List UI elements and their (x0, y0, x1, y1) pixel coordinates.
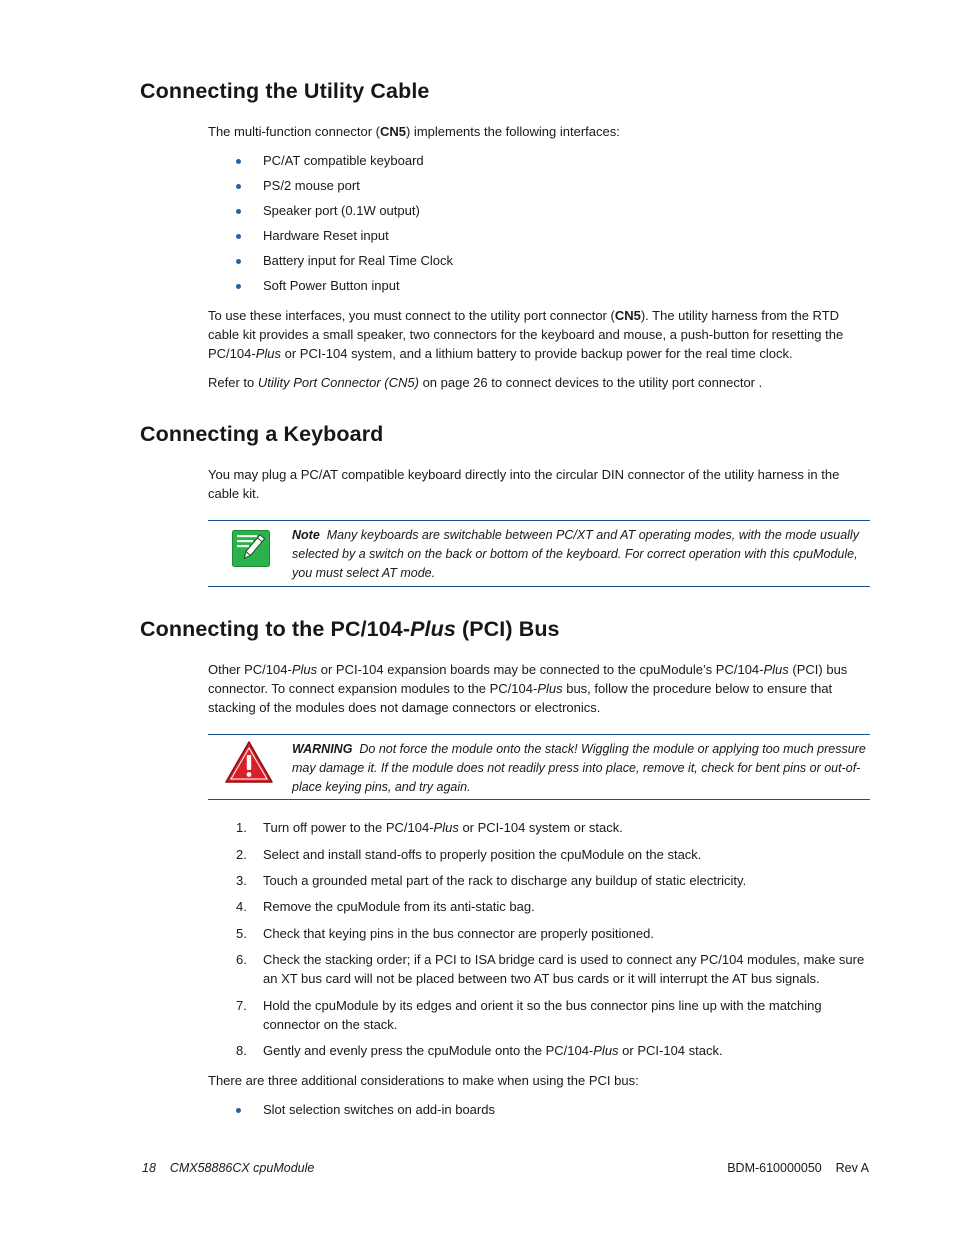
keyboard-para: You may plug a PC/AT compatible keyboard directly into the circular DIN connector of the utility harness in the cable kit. (208, 467, 840, 501)
step-number: 7. (236, 998, 247, 1013)
step-number: 2. (236, 847, 247, 862)
cross-reference-link[interactable]: Utility Port Connector (CN5) (257, 375, 419, 390)
utility-intro (208, 122, 870, 141)
warning-body: Do not force the module onto the stack! Wiggling the module or applying too much pressure may damage it. If the module does not readily press into place, remove it, check for bent pins or out-of-place keying pins, and try again. (292, 742, 866, 794)
bullet-icon (236, 1108, 241, 1113)
pencil-note-icon (232, 530, 270, 567)
bullet-icon (236, 284, 241, 289)
list-item (208, 925, 870, 944)
text-run: bus, follow the procedure below to ensure that stacking of the modules does not damage connectors or electronics. (208, 681, 833, 715)
list-item-text: Speaker port (0.1W output) (263, 203, 420, 218)
step-text: Select and install stand-offs to properly position the cpuModule on the stack. (263, 847, 702, 862)
bus-closing: There are three additional considerations to make when using the PCI bus: (208, 1073, 639, 1088)
step-number: 1. (236, 820, 247, 835)
bullet-icon (236, 184, 241, 189)
text-run: (PCI) bus connector. To connect expansion modules to the PC/104- (208, 662, 848, 696)
list-item-text: Hardware Reset input (263, 228, 389, 243)
list-item (208, 227, 453, 252)
warning-text (292, 740, 866, 796)
heading-utility-cable: Connecting the Utility Cable (140, 79, 430, 103)
list-item (208, 951, 870, 988)
text-run-italic: Plus (291, 662, 318, 677)
heading-keyboard: Connecting a Keyboard (140, 422, 384, 446)
page-number: 18 (142, 1161, 156, 1175)
note-body: Many keyboards are switchable between PC/XT and AT operating modes, with the mode usually selected by a switch on the back or bottom of the keyboard. For correct operation with this cpuModule, you must select AT mode. (292, 528, 859, 580)
list-item-text: Battery input for Real Time Clock (263, 253, 454, 268)
utility-intro-pre: The multi-function connector ( (208, 124, 380, 139)
list-item (208, 819, 870, 838)
note-callout (208, 520, 870, 587)
step-number: 8. (236, 1043, 247, 1058)
step-text: or PCI-104 stack. (618, 1043, 723, 1058)
text-run-italic: Plus (763, 662, 789, 677)
step-text: Check that keying pins in the bus connector are properly positioned. (263, 926, 654, 941)
list-item-text: PC/AT compatible keyboard (263, 153, 424, 168)
note-label: Note (292, 528, 320, 542)
list-item-text: Slot selection switches on add-in boards (263, 1102, 495, 1117)
footer-product: CMX58886CX cpuModule (169, 1161, 315, 1175)
bullet-icon (236, 159, 241, 164)
step-text: Remove the cpuModule from its anti-static bag. (263, 899, 535, 914)
list-item (208, 202, 453, 227)
text-run: ). The utility harness from the RTD cable kit provides a small speaker, two connectors for the keyboard and mouse, a push-button for resetting the PC/104- (208, 308, 844, 361)
text-run: To use these interfaces, you must connect to the utility port connector ( (208, 308, 615, 323)
utility-para-2 (208, 306, 870, 363)
step-number: 4. (236, 899, 247, 914)
footer-revision: Rev A (835, 1161, 869, 1175)
text-run: on page 26 to connect devices to the utility port connector . (418, 375, 763, 390)
note-text (292, 526, 866, 582)
utility-para-3 (208, 373, 870, 392)
list-item (208, 1101, 495, 1126)
text-run: Refer to (208, 375, 258, 390)
list-item (208, 898, 870, 917)
step-text-italic: Plus (593, 1043, 619, 1058)
heading-pci-bus (140, 617, 560, 642)
bullet-icon (236, 234, 241, 239)
warning-callout (208, 734, 870, 800)
step-text: Gently and evenly press the cpuModule onto the PC/104- (263, 1043, 594, 1058)
step-text: Check the stacking order; if a PCI to ISA bridge card is used to connect any PC/104 modules, make sure an XT bus card will not be placed between two AT bus cards or it will interrupt the AT bus signals. (263, 952, 865, 986)
step-number: 6. (236, 952, 247, 967)
list-item (208, 277, 453, 302)
warning-triangle-icon (224, 740, 274, 784)
footer-left (142, 1161, 314, 1175)
text-run: or PCI-104 system, and a lithium battery to provide backup power for the real time clock. (281, 346, 793, 361)
utility-interface-list (208, 152, 453, 302)
bullet-icon (236, 209, 241, 214)
footer-doc-number: BDM-610000050 (727, 1161, 822, 1175)
list-item-text: Soft Power Button input (263, 278, 400, 293)
step-text: or PCI-104 system or stack. (458, 820, 623, 835)
heading-text: Connecting to the PC/104- (140, 617, 411, 641)
warning-label: WARNING (292, 742, 353, 756)
step-text: Turn off power to the PC/104- (263, 820, 434, 835)
list-item (208, 1042, 870, 1061)
step-text: Touch a grounded metal part of the rack to discharge any buildup of static electricity. (263, 873, 747, 888)
list-item (208, 846, 870, 865)
list-item-text: PS/2 mouse port (263, 178, 360, 193)
list-item (208, 997, 870, 1034)
list-item (208, 177, 453, 202)
step-number: 5. (236, 926, 247, 941)
utility-intro-post: ) implements the following interfaces: (405, 124, 620, 139)
step-number: 3. (236, 873, 247, 888)
step-text: Hold the cpuModule by its edges and orient it so the bus connector pins line up with the matching connector on the stack. (263, 998, 822, 1032)
list-item (208, 152, 453, 177)
bullet-icon (236, 259, 241, 264)
text-run-italic: Plus (537, 681, 563, 696)
bus-para (208, 660, 870, 717)
utility-intro-bold: CN5 (379, 124, 406, 139)
pci-considerations-list (208, 1101, 495, 1126)
list-item (208, 252, 453, 277)
text-run-italic: Plus (255, 346, 281, 361)
list-item (208, 872, 870, 891)
text-run: or PCI-104 expansion boards may be connected to the cpuModule’s PC/104- (317, 662, 764, 677)
heading-text-italic: Plus (410, 617, 456, 641)
text-run: Other PC/104- (208, 662, 292, 677)
footer-right (727, 1161, 869, 1175)
step-text-italic: Plus (433, 820, 459, 835)
heading-text: (PCI) Bus (455, 617, 560, 641)
text-run-bold: CN5 (614, 308, 641, 323)
